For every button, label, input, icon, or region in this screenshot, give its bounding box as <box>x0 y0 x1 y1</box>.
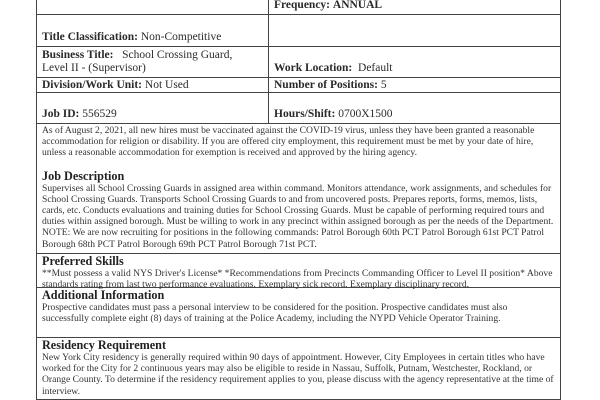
positions-label: Number of Positions: <box>274 78 378 91</box>
job-posting-document <box>36 0 561 400</box>
business-title-field <box>37 47 269 77</box>
work-location-label: Work Location: <box>274 62 353 74</box>
preferred-skills-heading: Preferred Skills <box>42 254 124 268</box>
work-location-field <box>269 47 560 77</box>
residency-requirement-section <box>37 338 560 400</box>
row-title-classification <box>37 15 560 47</box>
job-description-section <box>37 124 560 254</box>
business-title-label: Business Title: <box>42 49 114 61</box>
row-division <box>37 78 560 93</box>
work-location-value: Default <box>358 62 393 74</box>
residency-requirement-body: New York City residency is generally required within 90 days of appointment. However, City Employees in certain titles who have worked for the City for 2 continuous years may also be eligible to reside in Nassau, Suffolk, Putnam, Westchester, Rockland, or Orange County. To determine if the residency requirement applies to you, please discuss with the agency representative at the time of interview. <box>42 352 554 397</box>
business-title-value: School Crossing Guard, <box>122 49 233 61</box>
job-description-heading: Job Description <box>42 168 125 183</box>
job-id-value: 556529 <box>82 108 117 120</box>
job-id-field <box>37 93 269 123</box>
title-classification-field <box>37 15 269 46</box>
hours-value: 0700X1500 <box>338 108 393 120</box>
job-id-label: Job ID: <box>42 108 80 120</box>
hours-label: Hours/Shift: <box>274 108 336 120</box>
title-classification-label: Title Classification: <box>42 31 138 43</box>
additional-information-body: Prospective candidates must pass a personal interview to be considered for the position. Prospective candidates must also successfully complete eight (8) days of training at the Police Academy, including the NYPD Vehicle Operator Training. <box>42 302 508 325</box>
division-value: Not Used <box>144 78 189 91</box>
residency-requirement-heading: Residency Requirement <box>42 338 167 352</box>
job-details-table <box>36 0 561 400</box>
division-label: Division/Work Unit: <box>42 78 143 91</box>
hours-field <box>269 93 560 123</box>
frequency-field <box>269 0 560 14</box>
row-job-id <box>37 93 560 124</box>
additional-information-heading: Additional Information <box>42 288 165 302</box>
preferred-skills-body: **Must possess a valid NYS Driver's License* *Recommendations from Precincts Commanding Officer to Level II position* Above standards rating from last two performance evaluations. Exemplary sick record. Exemplary disciplinary record. <box>42 268 553 291</box>
empty-cell <box>37 0 269 14</box>
positions-value: 5 <box>380 78 387 91</box>
preferred-skills-section <box>37 254 560 291</box>
row-business-title <box>37 47 560 78</box>
positions-field <box>269 78 560 92</box>
row-frequency <box>37 0 560 15</box>
job-description-body: Supervises all School Crossing Guards in assigned area within command. Monitors attendance, work assignments, and schedules for School Crossing Guards. Transports School Crossing Guards to and from uncovered posts. Prepares reports, forms, memos, lists, cards, etc. Conducts evaluations and training duties for School Crossing Guards. Must be capable of performing required tours and duties within assigned borough. Must be willing to work in any precinct within assigned borough as per the needs of the Department. NOTE: We are now recruiting for positions in the following commands: Patrol Borough 60th PCT Patrol Borough 61st PCT Patrol Borough 68th PCT Patrol Borough 69th PCT Patrol Borough 71st PCT. <box>42 182 554 250</box>
business-title-value-line2: Level II - (Supervisor) <box>42 62 146 74</box>
division-field <box>37 78 269 92</box>
vaccination-notice: As of August 2, 2021, all new hires must be vaccinated against the COVID-19 virus, unless they have been granted a reasonable accommodation for religion or disability. If you are offered city employment, this requirement must be met by your date of hire, unless a reasonable accommodation for exemption is received and approved by the hiring agency. <box>42 125 535 159</box>
title-classification-value: Non-Competitive <box>140 31 222 43</box>
frequency-label: Frequency: <box>274 0 331 11</box>
frequency-value: ANNUAL <box>332 0 383 11</box>
empty-cell <box>269 15 560 46</box>
additional-information-section <box>37 288 560 338</box>
